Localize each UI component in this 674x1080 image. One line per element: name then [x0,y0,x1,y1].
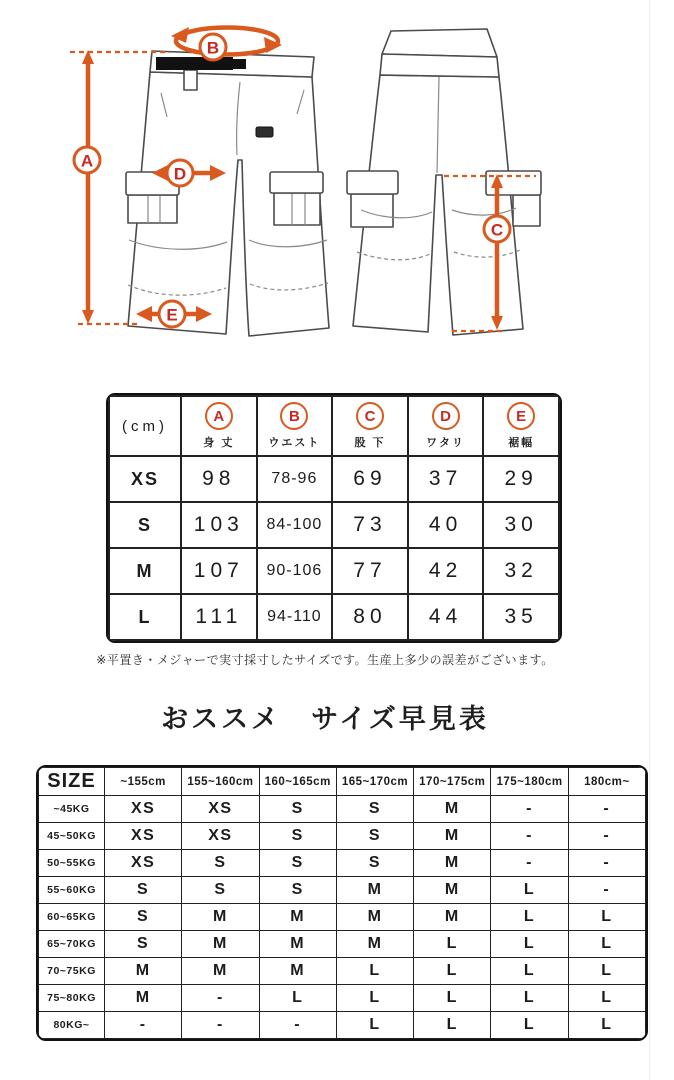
recommend-size-cell: L [336,958,413,985]
measurement-value-cell: 32 [483,548,559,594]
measure-column-header-e [483,396,559,456]
size-label-cell: M [109,548,181,594]
badge-e-letter: E [166,305,178,325]
recommend-size-cell: L [414,985,491,1012]
recommend-row [39,823,646,850]
recommend-size-cell: XS [182,796,259,823]
measurement-value-cell: 44 [408,594,484,640]
recommend-size-cell: L [336,985,413,1012]
recommend-size-cell: - [259,1012,336,1039]
measure-letter-badge: A [205,402,233,430]
recommend-row [39,877,646,904]
recommend-size-cell: M [259,904,336,931]
measurement-value-cell: 90-106 [257,548,333,594]
measurement-row-s [109,502,559,548]
weight-label-cell: 55~60KG [39,877,105,904]
recommend-size-cell: M [182,904,259,931]
recommend-size-cell: M [182,931,259,958]
recommend-size-cell: L [491,958,568,985]
measurement-value-cell: 77 [332,548,408,594]
recommend-size-cell: L [414,931,491,958]
recommend-size-cell: - [568,796,645,823]
measurement-note: ※平置き・メジャーで実寸採寸したサイズです。生産上多少の誤差がございます。 [96,653,554,667]
measure-column-label: ウエスト [268,437,321,449]
recommend-size-cell: - [568,850,645,877]
recommend-size-cell: L [491,877,568,904]
height-column-header: ~155cm [105,768,182,796]
measurement-row-xs [109,456,559,502]
belt-keeper [184,70,197,90]
height-column-header: 165~170cm [336,768,413,796]
height-column-header: 155~160cm [182,768,259,796]
weight-label-cell: 45~50KG [39,823,105,850]
measurement-value-cell: 98 [181,456,257,502]
recommend-size-cell: L [568,985,645,1012]
recommend-table-body [39,796,646,1039]
badge-d-letter: D [173,164,187,184]
recommend-size-cell: L [568,958,645,985]
recommend-size-cell: - [568,877,645,904]
measure-letter-badge: C [356,402,384,430]
measurement-value-cell: 111 [181,594,257,640]
recommend-size-cell: XS [105,796,182,823]
recommend-size-cell: - [182,985,259,1012]
measurement-table-head [109,396,559,456]
recommend-row [39,985,646,1012]
measure-letter-badge: D [432,402,460,430]
recommend-size-cell: L [491,931,568,958]
recommend-size-cell: L [491,904,568,931]
recommend-size-cell: M [336,877,413,904]
measure-column-header-a [181,396,257,456]
measure-column-label: 身 丈 [203,437,235,449]
height-column-header: 160~165cm [259,768,336,796]
weight-label-cell: 80KG~ [39,1012,105,1039]
recommend-size-cell: M [336,931,413,958]
recommend-row [39,931,646,958]
recommend-size-cell: - [491,823,568,850]
weight-label-cell: 75~80KG [39,985,105,1012]
measurement-row-l [109,594,559,640]
recommend-row [39,904,646,931]
measurement-header-row [109,396,559,456]
measurement-value-cell: 35 [483,594,559,640]
size-recommend-table [38,767,646,1039]
size-label-cell: S [109,502,181,548]
weight-label-cell: 70~75KG [39,958,105,985]
recommend-size-cell: S [182,850,259,877]
size-header-cell: SIZE [39,768,105,796]
front-right-cargo-pocket [270,172,323,225]
recommend-size-cell: M [414,796,491,823]
recommend-size-cell: L [568,931,645,958]
recommend-table-container [36,765,648,1041]
recommend-size-cell: L [336,1012,413,1039]
recommend-size-cell: M [414,850,491,877]
measurement-value-cell: 107 [181,548,257,594]
recommend-size-cell: M [105,958,182,985]
measurement-value-cell: 103 [181,502,257,548]
recommend-size-cell: S [105,877,182,904]
recommend-size-cell: L [259,985,336,1012]
recommend-size-cell: L [491,985,568,1012]
recommend-size-cell: L [568,904,645,931]
recommend-size-cell: - [568,823,645,850]
badge-c-letter: C [490,220,504,240]
measurement-value-cell: 80 [332,594,408,640]
recommend-size-cell: M [259,958,336,985]
recommend-size-cell: - [105,1012,182,1039]
recommend-size-cell: S [259,823,336,850]
measurement-value-cell: 29 [483,456,559,502]
measure-column-label: ワタリ [426,437,466,449]
pants-measurement-diagram [0,0,674,372]
recommend-size-cell: M [414,904,491,931]
height-column-header: 180cm~ [568,768,645,796]
recommend-size-cell: M [105,985,182,1012]
measurement-value-cell: 94-110 [257,594,333,640]
measure-letter-badge: B [280,402,308,430]
measurement-value-cell: 78-96 [257,456,333,502]
measurement-table [108,395,560,641]
recommend-size-cell: - [491,850,568,877]
recommend-size-cell: - [491,796,568,823]
recommend-size-cell: S [259,850,336,877]
weight-label-cell: 60~65KG [39,904,105,931]
measurement-value-cell: 30 [483,502,559,548]
measurement-value-cell: 84-100 [257,502,333,548]
recommend-row [39,850,646,877]
recommend-size-cell: M [259,931,336,958]
recommend-size-cell: S [259,877,336,904]
back-pants-drawing [347,29,541,335]
belt [156,57,233,70]
measurement-value-cell: 69 [332,456,408,502]
recommend-size-cell: XS [105,823,182,850]
recommend-size-cell: L [568,1012,645,1039]
size-label-cell: L [109,594,181,640]
size-label-cell: XS [109,456,181,502]
recommend-size-cell: S [336,823,413,850]
measure-column-header-b [257,396,333,456]
height-column-header: 170~175cm [414,768,491,796]
front-pants-drawing [126,51,329,336]
recommend-size-cell: XS [105,850,182,877]
measure-column-header-c [332,396,408,456]
measure-letter-badge: E [507,402,535,430]
recommend-title: おススメ サイズ早見表 [161,704,489,734]
recommend-size-cell: L [414,1012,491,1039]
measurement-value-cell: 42 [408,548,484,594]
page-edge-divider [649,0,650,1080]
badge-b-letter: B [206,38,220,58]
measurement-value-cell: 37 [408,456,484,502]
back-waistband [380,54,499,77]
weight-label-cell: 65~70KG [39,931,105,958]
recommend-size-cell: S [105,931,182,958]
brand-patch [256,127,273,137]
measurement-value-cell: 73 [332,502,408,548]
recommend-row [39,1012,646,1039]
measurement-table-body [109,456,559,640]
recommend-table-head [39,768,646,796]
measure-column-label: 裾幅 [508,437,535,449]
measurement-value-cell: 40 [408,502,484,548]
recommend-size-cell: M [414,823,491,850]
recommend-row [39,796,646,823]
badge-a-letter: A [80,151,94,171]
measure-column-label: 股 下 [354,437,386,449]
height-column-header: 175~180cm [491,768,568,796]
recommend-size-cell: XS [182,823,259,850]
recommend-size-cell: S [336,850,413,877]
recommend-size-cell: S [259,796,336,823]
measure-column-header-d [408,396,484,456]
recommend-size-cell: M [182,958,259,985]
measurement-row-m [109,548,559,594]
recommend-row [39,958,646,985]
recommend-size-cell: - [182,1012,259,1039]
recommend-size-cell: S [105,904,182,931]
recommend-size-cell: S [182,877,259,904]
recommend-size-cell: L [414,958,491,985]
recommend-size-cell: M [414,877,491,904]
weight-label-cell: 50~55KG [39,850,105,877]
unit-label-cell: (cm) [109,396,181,456]
back-left-cargo-pocket [347,171,398,227]
recommend-size-cell: L [491,1012,568,1039]
weight-label-cell: ~45KG [39,796,105,823]
recommend-size-cell: M [336,904,413,931]
recommend-size-cell: S [336,796,413,823]
measurement-table-container [106,393,562,643]
recommend-header-row [39,768,646,796]
back-yoke [382,29,497,57]
